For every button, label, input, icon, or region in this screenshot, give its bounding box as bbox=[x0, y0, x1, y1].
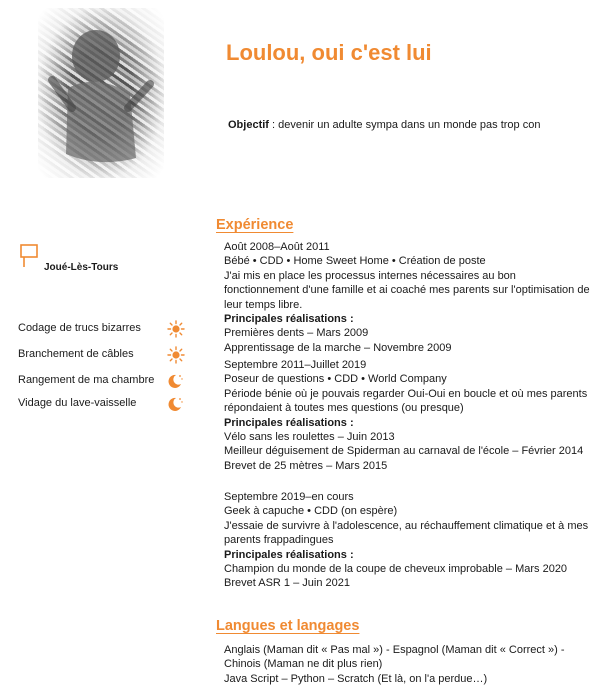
moon-icon bbox=[166, 372, 184, 390]
job-description: J'essaie de survivre à l'adolescence, au réchauffement climatique et à mes parents frappadingues bbox=[224, 519, 589, 547]
child-silhouette-icon bbox=[38, 8, 164, 178]
job-dates: Septembre 2011–Juillet 2019 bbox=[224, 359, 367, 371]
profile-photo bbox=[38, 8, 164, 178]
job-dates: Septembre 2019–en cours bbox=[224, 491, 354, 503]
experience-entry bbox=[224, 358, 594, 473]
objective bbox=[228, 119, 540, 131]
achievement: Premières dents – Mars 2009 bbox=[224, 327, 369, 340]
achievements-label: Principales réalisations : bbox=[224, 416, 354, 429]
achievement: Vélo sans les roulettes – Juin 2013 bbox=[224, 431, 395, 444]
job-dates: Août 2008–Août 2011 bbox=[224, 241, 330, 253]
achievement: Champion du monde de la coupe de cheveux improbable – Mars 2020 bbox=[224, 563, 568, 576]
moon-icon bbox=[166, 395, 184, 413]
languages-section bbox=[224, 643, 596, 686]
experience-heading: Expérience bbox=[216, 217, 294, 233]
achievement: Meilleur déguisement de Spiderman au carnaval de l'école – Février 2014 bbox=[224, 445, 584, 458]
achievement: Brevet ASR 1 – Juin 2021 bbox=[224, 577, 350, 590]
hobby-item: Branchement de câbles bbox=[18, 348, 134, 360]
sun-icon bbox=[167, 320, 185, 338]
hobby-item: Rangement de ma chambre bbox=[18, 374, 155, 386]
page-title: Loulou, oui c'est lui bbox=[226, 40, 432, 65]
location-pin-icon bbox=[18, 243, 40, 269]
objective-label: Objectif bbox=[228, 119, 269, 131]
job-role: Geek à capuche • CDD (on espère) bbox=[224, 505, 398, 518]
achievement: Apprentissage de la marche – Novembre 2009 bbox=[224, 341, 452, 354]
spoken-languages: Anglais (Maman dit « Pas mal ») - Espagnol (Maman dit « Correct ») - Chinois (Maman ne dit plus rien) bbox=[224, 644, 565, 671]
hobby-item: Codage de trucs bizarres bbox=[18, 322, 141, 334]
programming-languages: Java Script – Python – Scratch (Et là, on l'a perdue…) bbox=[224, 672, 488, 685]
hobby-item: Vidage du lave-vaisselle bbox=[18, 397, 137, 409]
location: Joué-Lès-Tours bbox=[44, 262, 119, 273]
job-description: Période bénie où je pouvais regarder Oui-Oui en boucle et où mes parents répondaient à toutes mes questions (ou presque) bbox=[224, 387, 588, 415]
achievements-label: Principales réalisations : bbox=[224, 313, 354, 326]
achievement: Brevet de 25 mètres – Mars 2015 bbox=[224, 459, 388, 472]
experience-entry bbox=[224, 490, 594, 591]
job-description: J'ai mis en place les processus internes nécessaires au bon fonctionnement d'une famille et ai coaché mes parents sur l'optimisation de leur temps libre. bbox=[224, 269, 590, 311]
objective-text: : devenir un adulte sympa dans un monde pas trop con bbox=[268, 119, 541, 131]
job-role: Poseur de questions • CDD • World Company bbox=[224, 373, 447, 386]
job-role: Bébé • CDD • Home Sweet Home • Création de poste bbox=[224, 255, 486, 268]
achievements-label: Principales réalisations : bbox=[224, 548, 354, 561]
languages-heading: Langues et langages bbox=[216, 618, 360, 634]
sun-icon bbox=[167, 346, 185, 364]
experience-entry bbox=[224, 240, 594, 355]
